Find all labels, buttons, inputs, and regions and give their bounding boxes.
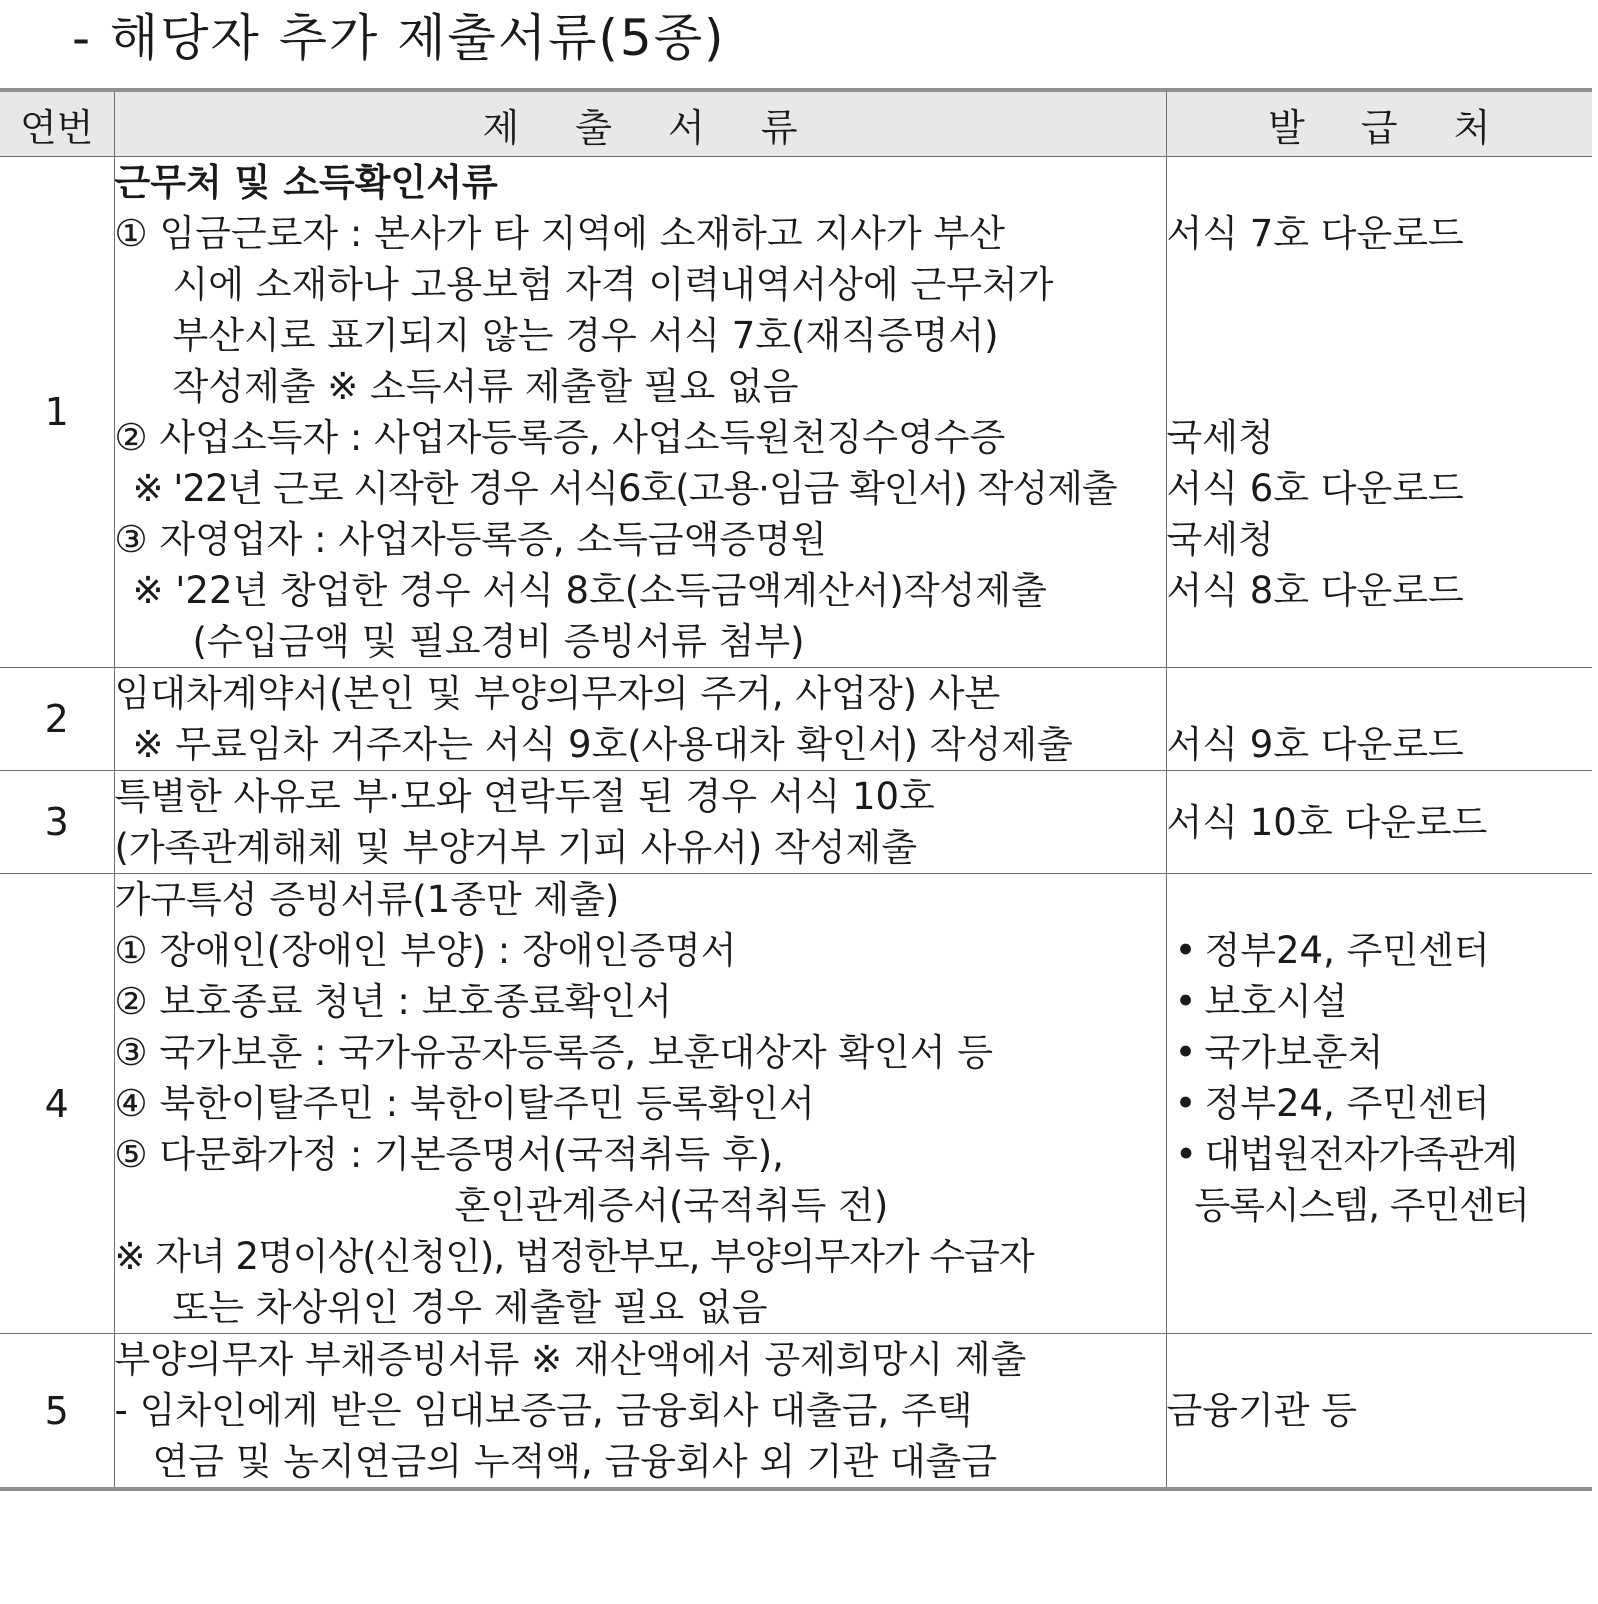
section-title: - 해당자 추가 제출서류(5종): [72, 9, 726, 67]
row-number: 3: [0, 771, 114, 874]
doc-line: ② 사업소득자 : 사업자등록증, 사업소득원천징수영수증: [114, 416, 1006, 459]
documents-cell: [114, 157, 1166, 668]
header-documents: 제 출 서 류: [114, 90, 1166, 157]
table-row: [0, 668, 1592, 771]
issuer-cell: [1166, 668, 1592, 771]
table-row: [0, 874, 1592, 1334]
issuer-cell: [1166, 157, 1592, 668]
doc-note: ※ 무료임차 거주자는 서식 9호(사용대차 확인서) 작성제출: [132, 723, 1073, 766]
issuer-bullet: • 국가보훈처: [1167, 1027, 1593, 1078]
doc-line: 시에 소재하나 고용보험 자격 이력내역서상에 근무처가: [172, 263, 1054, 306]
doc-note: ※ 자녀 2명이상(신청인), 법정한부모, 부양의무자가 수급자: [114, 1235, 1034, 1278]
doc-line: ② 보호종료 청년 : 보호종료확인서: [114, 980, 672, 1023]
doc-line: (수입금액 및 필요경비 증빙서류 첨부): [192, 620, 805, 663]
issuer-bullet: • 보호시설: [1167, 976, 1593, 1027]
doc-line: 임대차계약서(본인 및 부양의무자의 주거, 사업장) 사본: [114, 672, 1001, 715]
issuer-line: 등록시스템, 주민센터: [1194, 1184, 1529, 1227]
issuer-line: 국세청: [1166, 416, 1274, 459]
doc-line: ① 장애인(장애인 부양) : 장애인증명서: [114, 929, 737, 972]
issuer-bullet: • 정부24, 주민센터: [1167, 925, 1593, 976]
doc-line: 또는 차상위인 경우 제출할 필요 없음: [172, 1286, 768, 1329]
issuer-cell: [1166, 771, 1592, 874]
issuer-bullet: • 대법원전자가족관계: [1167, 1129, 1593, 1180]
issuer-line: 서식 6호 다운로드: [1166, 467, 1464, 510]
header-issuer: 발 급 처: [1166, 90, 1592, 157]
doc-line: ③ 국가보훈 : 국가유공자등록증, 보훈대상자 확인서 등: [114, 1031, 994, 1074]
doc-line: 연금 및 농지연금의 누적액, 금융회사 외 기관 대출금: [152, 1440, 998, 1483]
issuer-line: 서식 7호 다운로드: [1166, 212, 1464, 255]
row-number: 2: [0, 668, 114, 771]
doc-line: 부양의무자 부채증빙서류 ※ 재산액에서 공제희망시 제출: [114, 1338, 1027, 1381]
doc-line: 특별한 사유로 부·모와 연락두절 된 경우 서식 10호: [114, 775, 935, 818]
issuer-cell: [1166, 1334, 1592, 1490]
required-documents-table: [0, 88, 1592, 1491]
row-number: 1: [0, 157, 114, 668]
doc-line: 가구특성 증빙서류(1종만 제출): [114, 878, 620, 921]
issuer-line: 서식 10호 다운로드: [1166, 800, 1488, 844]
doc-line: 부산시로 표기되지 않는 경우 서식 7호(재직증명서): [172, 314, 999, 357]
documents-cell: [114, 874, 1166, 1334]
issuer-line: 금융기관 등: [1166, 1389, 1357, 1432]
documents-cell: [114, 668, 1166, 771]
documents-cell: [114, 1334, 1166, 1490]
issuer-line: 국세청: [1166, 518, 1274, 561]
doc-line: ③ 자영업자 : 사업자등록증, 소득금액증명원: [114, 518, 827, 561]
issuer-bullet: • 정부24, 주민센터: [1167, 1078, 1593, 1129]
doc-line: ⑤ 다문화가정 : 기본증명서(국적취득 후),: [114, 1133, 784, 1176]
doc-line: ④ 북한이탈주민 : 북한이탈주민 등록확인서: [114, 1082, 815, 1125]
doc-line: - 임차인에게 받은 임대보증금, 금융회사 대출금, 주택: [114, 1389, 973, 1432]
row-number: 4: [0, 874, 114, 1334]
table-header-row: [0, 90, 1592, 157]
table-row: [0, 1334, 1592, 1490]
doc-line: 혼인관계증서(국적취득 전): [454, 1184, 889, 1227]
doc-note: ※ '22년 창업한 경우 서식 8호(소득금액계산서)작성제출: [132, 569, 1047, 612]
doc-line: ① 임금근로자 : 본사가 타 지역에 소재하고 지사가 부산: [114, 212, 1005, 255]
table-row: [0, 157, 1592, 668]
issuer-line: 서식 9호 다운로드: [1166, 723, 1464, 766]
issuer-cell: [1166, 874, 1592, 1334]
issuer-line: 서식 8호 다운로드: [1166, 569, 1464, 612]
doc-line: 근무처 및 소득확인서류: [114, 161, 498, 204]
table-row: [0, 771, 1592, 874]
header-number: 연번: [0, 90, 114, 157]
documents-cell: [114, 771, 1166, 874]
row-number: 5: [0, 1334, 114, 1490]
doc-note: ※ '22년 근로 시작한 경우 서식6호(고용·임금 확인서) 작성제출: [132, 467, 1117, 510]
doc-line: (가족관계해체 및 부양거부 기피 사유서) 작성제출: [114, 826, 918, 869]
doc-line: 작성제출 ※ 소득서류 제출할 필요 없음: [172, 365, 799, 408]
